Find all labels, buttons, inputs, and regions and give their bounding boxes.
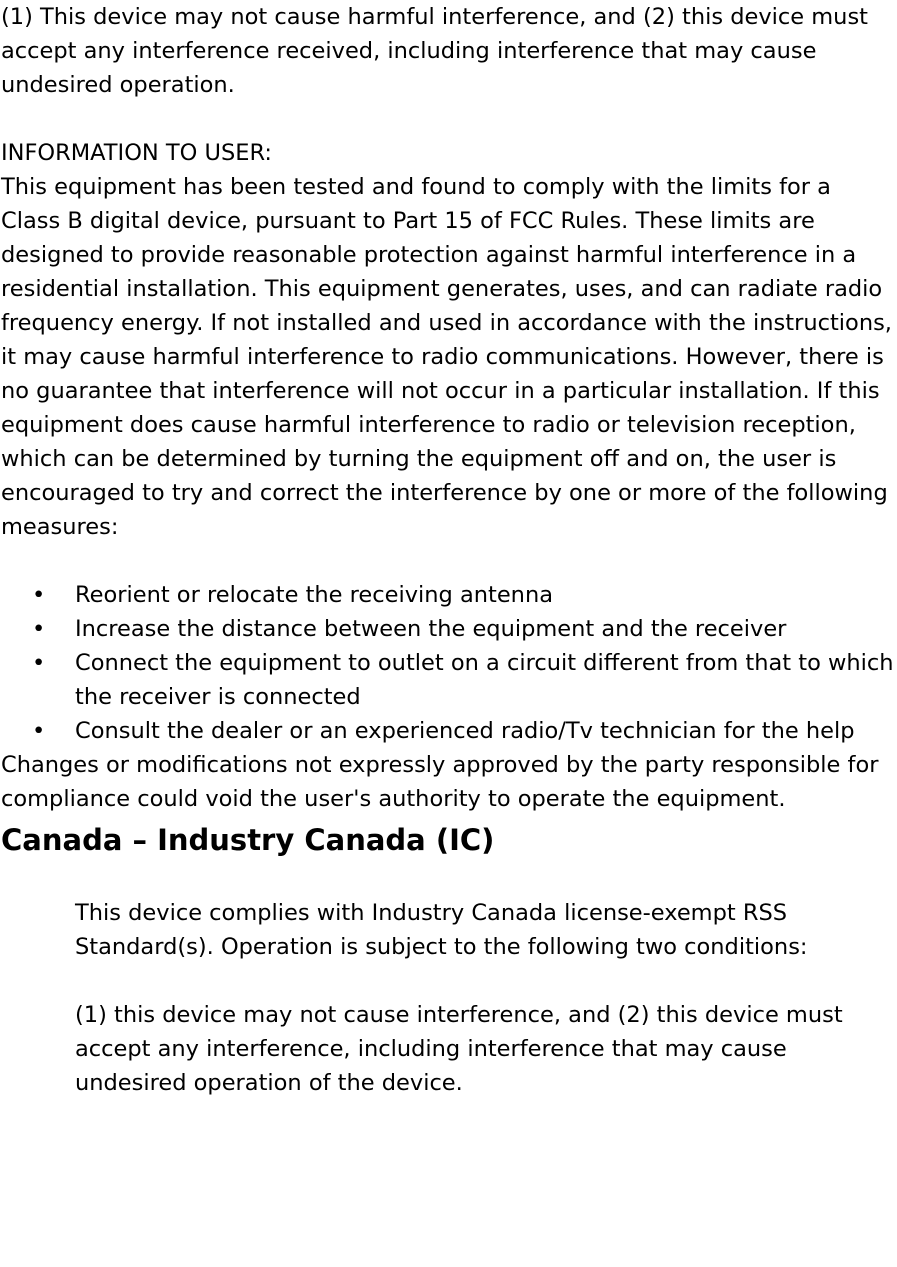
changes-warning-paragraph: Changes or modifications not expressly approved by the party responsible for compliance could void the user's authority to operate the equipment.: [1, 752, 879, 812]
info-to-user-heading: INFORMATION TO USER:: [1, 140, 272, 166]
list-item: [1, 714, 897, 748]
info-to-user-body: This equipment has been tested and found to comply with the limits for a Class B digital device, pursuant to Part 15 of FCC Rules. These limits are designed to provide reasonable protection against harmful interference in a residential installation. This equipment generates, uses, and can radiate radio frequency energy. If not installed and used in accordance with the instructions, it may cause harmful interference to radio communications. However, there is no guarantee that interference will not occur in a particular installation. If this equipment does cause harmful interference to radio or television reception, which can be determined by turning the equipment off and on, the user is encouraged to try and correct the interference by one or more of the following measures:: [1, 174, 892, 540]
interference-conditions-paragraph: (1) This device may not cause harmful interference, and (2) this device must accept any interference received, including interference that may cause undesired operation.: [1, 4, 868, 98]
canada-conditions-paragraph: (1) this device may not cause interference, and (2) this device must accept any interference, including interference that may cause undesired operation of the device.: [75, 1002, 843, 1096]
list-item: [1, 646, 897, 714]
canada-section-heading: Canada – Industry Canada (IC): [1, 823, 495, 857]
spacer: [1, 964, 897, 998]
measures-list: [1, 578, 897, 748]
list-item-text: Increase the distance between the equipment and the receiver: [75, 616, 787, 642]
bullet-icon: •: [32, 582, 46, 608]
bullet-icon: •: [32, 616, 46, 642]
list-item-text: Reorient or relocate the receiving antenna: [75, 582, 553, 608]
list-item: [1, 612, 897, 646]
list-item-text: Consult the dealer or an experienced radio/Tv technician for the help: [75, 718, 855, 744]
bullet-icon: •: [32, 650, 46, 676]
bullet-icon: •: [32, 718, 46, 744]
canada-compliance-paragraph: This device complies with Industry Canada license-exempt RSS Standard(s). Operation is subject to the following two conditions:: [75, 900, 808, 960]
list-item: [1, 578, 897, 612]
list-item-text: Connect the equipment to outlet on a circuit different from that to which the receiver is connected: [75, 650, 894, 710]
spacer: [1, 544, 897, 578]
spacer: [1, 102, 897, 136]
spacer: [1, 862, 897, 896]
